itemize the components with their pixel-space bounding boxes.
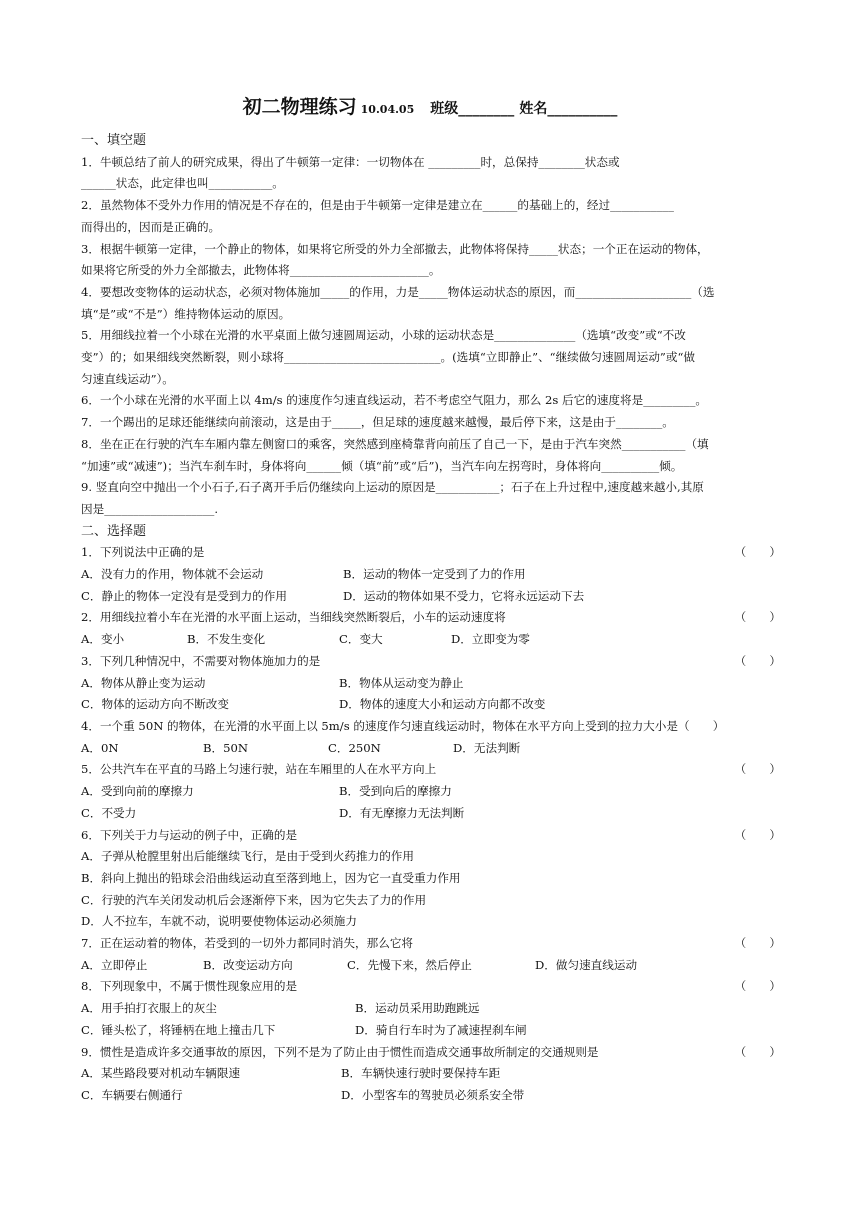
fill-line: 9. 竖直向空中抛出一个小石子,石子离开手后仍继续向上运动的原因是___________；石子在上升过程中,速度越来越小,其原 (81, 480, 704, 495)
question-stem (81, 607, 781, 629)
fill-line: 如果将它所受的外力全部撤去，此物体将________________________。 (81, 263, 441, 278)
option: A．0N (81, 740, 119, 755)
option: C．行驶的汽车关闭发动机后会逐渐停下来，因为它失去了力的作用 (81, 892, 427, 907)
option: A．立即停止 (81, 957, 148, 972)
fill-line: “加速”或“减速”)；当汽车刹车时，身体将向______倾（填“前”或“后”)，当汽车向左拐弯时，身体将向__________倾。 (81, 458, 683, 473)
option-row (81, 803, 781, 825)
option: C．车辆要右侧通行 (81, 1087, 183, 1102)
option: C．不受力 (81, 805, 137, 820)
option: A．变小 (81, 632, 125, 647)
fill-line: 变”）的；如果细线突然断裂，则小球将___________________________。(选填“立即静止”、“继续做匀速圆周运动”或“做 (81, 350, 695, 365)
answer-paren: （ ） (734, 610, 781, 625)
question-stem (81, 933, 781, 955)
answer-paren: （ ） (734, 1044, 781, 1059)
option-row (81, 1085, 781, 1107)
option: A．某些路段要对机动车辆限速 (81, 1066, 241, 1081)
question-text: 9．惯性是造成许多交通事故的原因，下列不是为了防止由于惯性而造成交通事故所制定的交通规则是 (81, 1044, 599, 1059)
question-stem (81, 542, 781, 564)
option: C．锤头松了，将锤柄在地上撞击几下 (81, 1022, 276, 1037)
fill-line: 2．虽然物体不受外力作用的情况是不存在的，但是由于牛顿第一定律是建立在______的基础上的，经过___________ (81, 198, 674, 213)
fill-line: 8．坐在正在行驶的汽车车厢内靠左侧窗口的乘客，突然感到座椅靠背向前压了自己一下，是由于汽车突然___________（填 (81, 436, 709, 451)
option: C．250N (328, 740, 381, 755)
option: D．骑自行车时为了减速捏刹车闸 (355, 1022, 527, 1037)
question-text: 7．正在运动着的物体，若受到的一切外力都同时消失，那么它将 (81, 936, 414, 951)
name-field: 姓名__________ (519, 101, 618, 117)
worksheet-date: 10.04.05 (360, 103, 415, 116)
option: D．立即变为零 (451, 632, 530, 647)
option-row (81, 781, 781, 803)
answer-paren: （ ） (734, 545, 781, 560)
answer-paren: （ ） (734, 936, 781, 951)
answer-paren: （ ） (734, 762, 781, 777)
option: A．子弹从枪膛里射出后能继续飞行，是由于受到火药推力的作用 (81, 849, 414, 864)
option: D．人不拉车，车就不动，说明要使物体运动必须施力 (81, 914, 357, 929)
option: B．运动的物体一定受到了力的作用 (343, 567, 526, 582)
worksheet-title: 初二物理练习 (242, 96, 357, 118)
option: C．变大 (339, 632, 383, 647)
option: C．物体的运动方向不断改变 (81, 697, 229, 712)
option: A．没有力的作用，物体就不会运动 (81, 567, 264, 582)
question-text: 5．公共汽车在平直的马路上匀速行驶，站在车厢里的人在水平方向上 (81, 762, 437, 777)
fill-line: 而得出的，因而是正确的。 (81, 219, 221, 234)
option: B．50N (203, 740, 249, 755)
fill-line: 6．一个小球在光滑的水平面上以 4m/s 的速度作匀速直线运动，若不考虑空气阻力，那么 2s 后它的速度将是_________。 (81, 393, 707, 408)
fill-line: 5．用细线拉着一个小球在光滑的水平桌面上做匀速圆周运动，小球的运动状态是______________（选填“改变”或“不改 (81, 328, 686, 343)
option: C．先慢下来，然后停止 (347, 957, 472, 972)
fill-line: 填“是”或“不是”）维持物体运动的原因。 (81, 306, 291, 321)
option: A．物体从静止变为运动 (81, 675, 206, 690)
option: D．小型客车的驾驶员必须系安全带 (341, 1087, 525, 1102)
fill-line: 4．要想改变物体的运动状态，必须对物体施加_____的作用，力是_____物体运动状态的原因，而____________________（选 (81, 284, 715, 299)
fill-line: ______状态，此定律也叫___________。 (81, 176, 284, 191)
option-row (81, 738, 781, 760)
option-row (81, 694, 781, 716)
option: D．有无摩擦力无法判断 (339, 805, 465, 820)
option: B．改变运动方向 (203, 957, 293, 972)
option: D．无法判断 (453, 740, 521, 755)
question-stem (81, 1042, 781, 1064)
question-stem (81, 825, 781, 847)
option-row (81, 564, 781, 586)
question-stem (81, 976, 781, 998)
option: D．运动的物体如果不受力，它将永远运动下去 (343, 588, 585, 603)
option-row (81, 998, 781, 1020)
fill-line: 1．牛顿总结了前人的研究成果，得出了牛顿第一定律：一切物体在 _________时，总保持________状态或 (81, 154, 620, 169)
question-stem (81, 759, 781, 781)
option: A．用手拍打衣服上的灰尘 (81, 1001, 217, 1016)
question-text: 1．下列说法中正确的是 (81, 545, 205, 560)
option: B．不发生变化 (187, 632, 266, 647)
answer-paren: （ ） (734, 653, 781, 668)
answer-paren: （ ） (734, 979, 781, 994)
worksheet-body (81, 130, 781, 1107)
fill-line: 3．根据牛顿第一定律，一个静止的物体，如果将它所受的外力全部撤去，此物体将保持_____状态；一个正在运动的物体， (81, 241, 709, 256)
option-row (81, 955, 781, 977)
option: B．受到向后的摩擦力 (339, 784, 452, 799)
fill-line: 7．一个踢出的足球还能继续向前滚动，这是由于_____，但足球的速度越来越慢，最后停下来，这是由于________。 (81, 415, 674, 430)
question-text: 2．用细线拉着小车在光滑的水平面上运动，当细线突然断裂后，小车的运动速度将 (81, 610, 506, 625)
option: A．受到向前的摩擦力 (81, 784, 194, 799)
option: D．做匀速直线运动 (535, 957, 638, 972)
worksheet-header (0, 92, 860, 119)
option: B．斜向上抛出的铅球会沿曲线运动直至落到地上，因为它一直受重力作用 (81, 870, 461, 885)
section-heading-multiple-choice: 二、选择题 (81, 523, 147, 539)
question-stem (81, 716, 781, 738)
option: B．运动员采用助跑跳远 (355, 1001, 480, 1016)
option: D．物体的速度大小和运动方向都不改变 (339, 697, 546, 712)
question-text: 6．下列关于力与运动的例子中，正确的是 (81, 827, 298, 842)
option-row (81, 673, 781, 695)
answer-paren: （ ） (734, 827, 781, 842)
class-field: 班级________ (430, 101, 515, 117)
option: C．静止的物体一定没有是受到力的作用 (81, 588, 287, 603)
option-row (81, 586, 781, 608)
question-stem (81, 651, 781, 673)
option-row (81, 629, 781, 651)
option: B．物体从运动变为静止 (339, 675, 464, 690)
fill-line: 因是___________________. (81, 501, 219, 516)
option-row (81, 1020, 781, 1042)
question-text: 8．下列现象中，不属于惯性现象应用的是 (81, 979, 298, 994)
question-text: 4．一个重 50N 的物体，在光滑的水平面上以 5m/s 的速度作匀速直线运动时，物体在水平方向上受到的拉力大小是（ ） (81, 718, 725, 733)
fill-line: 匀速直线运动”）。 (81, 371, 174, 386)
question-text: 3．下列几种情况中，不需要对物体施加力的是 (81, 653, 321, 668)
option-row (81, 1063, 781, 1085)
section-heading-fill-blank: 一、填空题 (81, 133, 147, 148)
option: B．车辆快速行驶时要保持车距 (341, 1066, 501, 1081)
